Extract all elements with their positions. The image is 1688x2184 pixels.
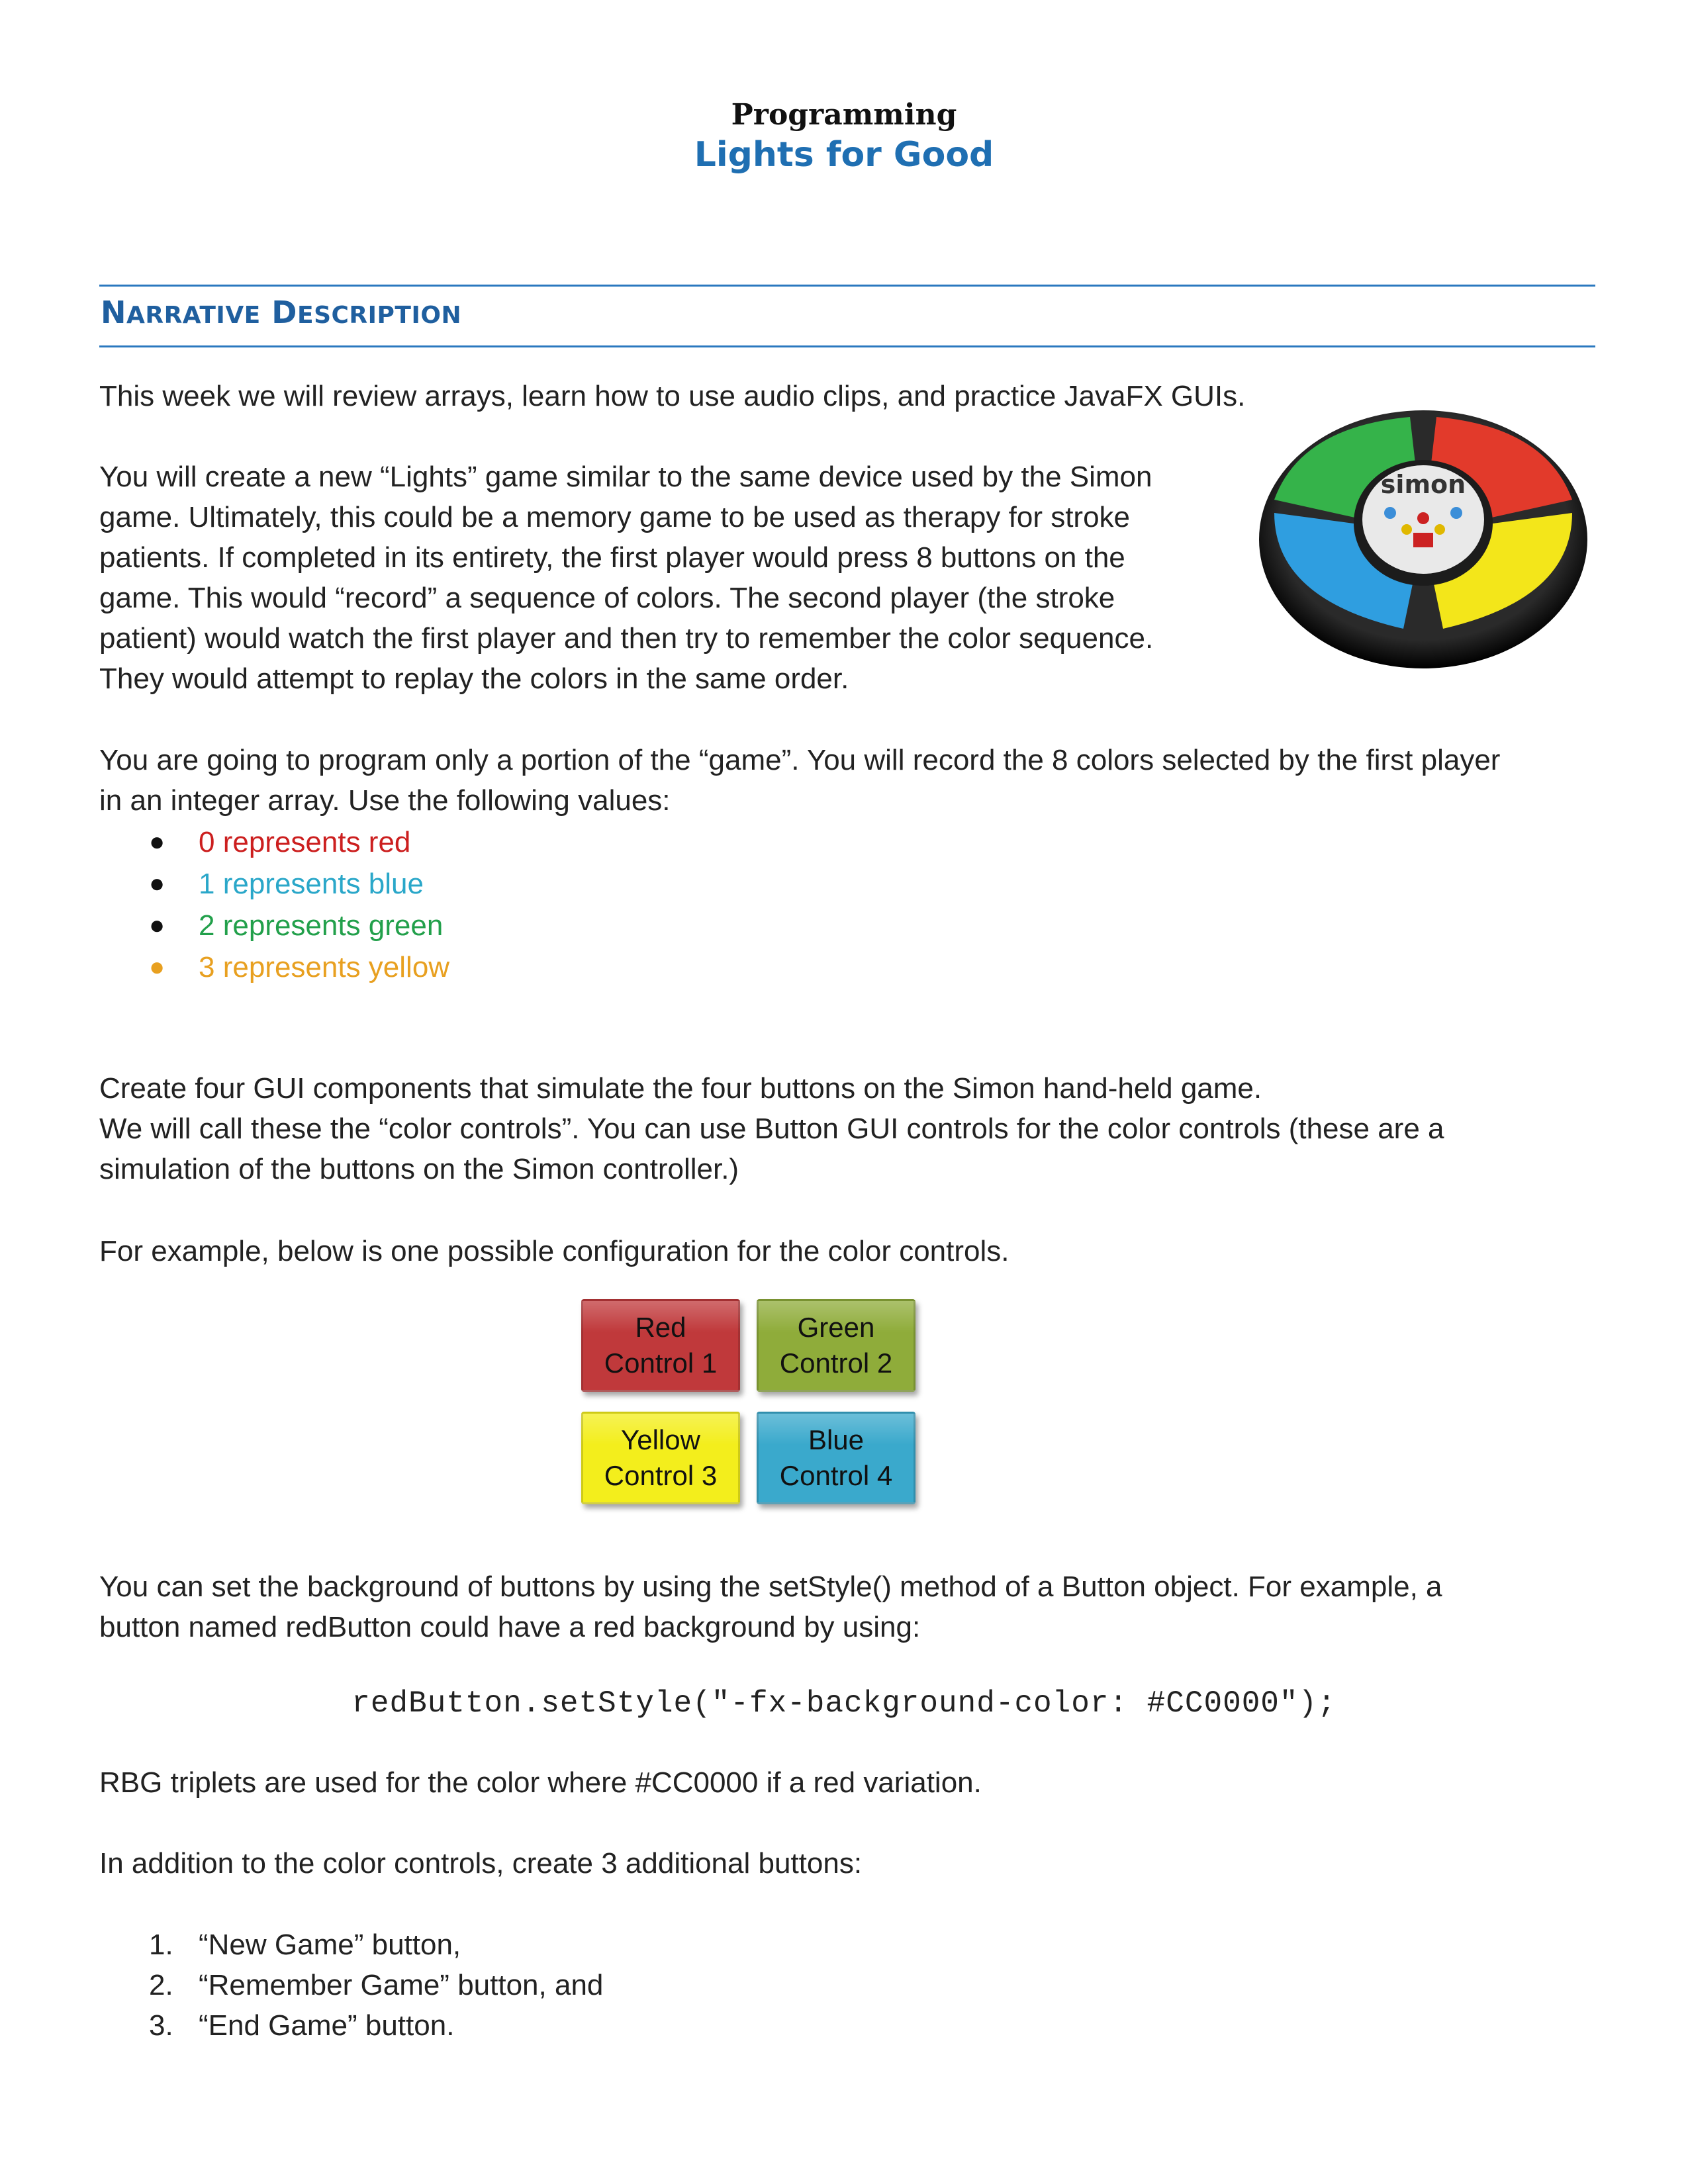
intro-paragraph: This week we will review arrays, learn how to use audio clips, and practice JavaFX GUIs. — [99, 380, 1246, 412]
simon-logo-text: simon — [1380, 470, 1466, 499]
yellow-control-button: Yellow Control 3 — [581, 1412, 740, 1504]
blue-control-button: Blue Control 4 — [757, 1412, 915, 1504]
bullet-icon: ● — [149, 952, 165, 981]
section-rule-top — [99, 285, 1595, 287]
section-rule-bottom — [99, 345, 1595, 347]
example-paragraph: For example, below is one possible configuration for the color controls. — [99, 1235, 1009, 1267]
gui-components-paragraph: Create four GUI components that simulate the four buttons on the Simon hand-held game. We will call these the “color controls”. You can use Button GUI controls for the color controls (these are a simulation of the buttons on the Simon controller.) — [99, 1072, 1444, 1185]
code-example: redButton.setStyle("-fx-background-color: #CC0000"); — [352, 1686, 1336, 1721]
additional-buttons-paragraph: In addition to the color controls, create 3 additional buttons: — [99, 1847, 863, 1880]
red-control-button: Red Control 1 — [581, 1299, 740, 1392]
array-paragraph: You are going to program only a portion of the “game”. You will record the 8 colors selected by the first player in an integer array. Use the following values: — [99, 744, 1501, 817]
rgb-paragraph: RBG triplets are used for the color where #CC0000 if a red variation. — [99, 1766, 982, 1799]
setstyle-paragraph: You can set the background of buttons by using the setStyle() method of a Button object. For example, a button named redButton could have a red background by using: — [99, 1570, 1442, 1643]
game-description-paragraph: You will create a new “Lights” game similar to the same device used by the Simon game. Ultimately, this could be a memory game to be used as therapy for stroke patients. If completed in its entirety, the first player would press 8 buttons on the game. This would “record” a sequence of colors. The second player (the stroke patient) would watch the first player and then try to remember the color sequence. They would attempt to replay the colors in the same order. — [99, 461, 1154, 695]
course-label: Programming — [731, 98, 957, 132]
bullet-icon: ● — [149, 911, 165, 940]
simon-game-image — [1254, 400, 1592, 672]
green-control-button: Green Control 2 — [757, 1299, 915, 1392]
page-title: Lights for Good — [694, 135, 994, 175]
section-heading: NARRATIVE DESCRIPTION — [101, 295, 462, 330]
bullet-icon: ● — [149, 869, 165, 898]
bullet-icon: ● — [149, 827, 165, 856]
